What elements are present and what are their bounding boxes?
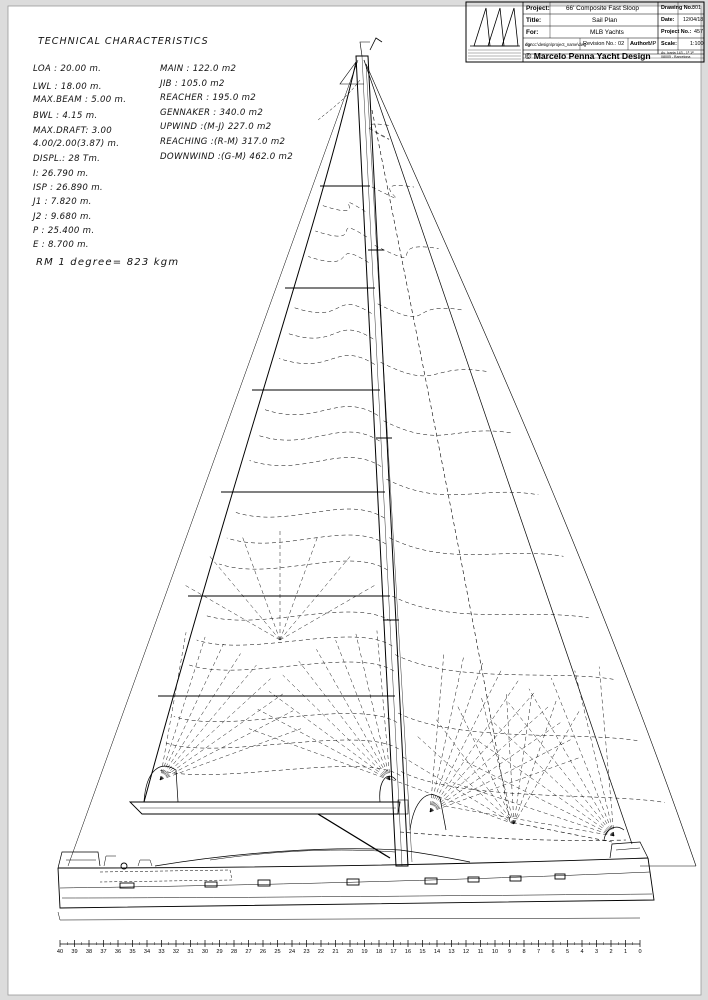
scale-tick-label: 3 [594,949,599,955]
company-address: Av. Icaria 143 - 1º 1ª 08005 - Barcelona [661,51,694,59]
scale-tick-label: 1 [623,949,628,955]
spec-lwl: LWL : 18.00 m. [33,82,102,92]
author-value: MP [648,41,657,47]
scale-tick-label: 24 [288,949,296,955]
revision-label: Revision No.: [583,41,617,47]
scale-tick-label: 20 [346,949,354,955]
scale-tick-label: 28 [230,949,238,955]
drawing-no-value: 001 [692,5,701,11]
revision-value: 02 [618,41,625,47]
scale-label: Scale: [661,41,677,47]
spec-e: E : 8.700 m. [33,240,89,250]
scale-tick-label: 34 [143,949,151,955]
scale-tick-label: 31 [187,949,194,955]
scale-tick-label: 22 [317,949,325,955]
scale-tick-label: 6 [551,949,555,955]
scale-tick-label: 14 [433,949,441,955]
spec-loa: LOA : 20.00 m. [33,64,102,74]
for-label: For: [526,29,539,36]
spec-p: P : 25.400 m. [33,226,95,236]
scale-tick-label: 11 [477,949,484,955]
scale-tick-label: 17 [390,949,397,955]
for-value: MLB Yachts [590,29,624,36]
project-value: 66' Composite Fast Sloop [566,5,639,12]
scale-tick-label: 0 [638,949,642,955]
sail-jib-area: JIB : 105.0 m2 [160,79,225,89]
scale-tick-label: 26 [259,949,267,955]
righting-moment: RM 1 degree= 823 kgm [36,257,180,268]
spec-max-draft: MAX.DRAFT: 3.00 [33,126,113,136]
scale-tick-label: 32 [172,949,180,955]
scale-tick-label: 9 [507,949,512,955]
scale-tick-label: 19 [361,949,368,955]
sail-reaching-area: REACHING :(R-M) 317.0 m2 [160,137,286,147]
project-no-value: 457 [694,29,703,35]
scale-tick-label: 29 [216,949,223,955]
spec-bwl: BWL : 4.15 m. [33,111,98,121]
paper-frame [8,6,704,995]
tech-title: TECHNICAL CHARACTERISTICS [38,36,209,47]
scale-tick-label: 40 [56,949,64,955]
spec-isp: ISP : 26.890 m. [33,183,103,193]
scale-tick-label: 38 [85,949,93,955]
scale-tick-label: 10 [491,949,499,955]
date-value: 12/04/18 [683,17,704,23]
spec-max-beam: MAX.BEAM : 5.00 m. [33,95,127,105]
scale-tick-label: 39 [71,949,78,955]
project-label: Project: [526,5,550,12]
spec-j1: J1 : 7.820 m. [33,197,92,207]
scale-tick-label: 16 [404,949,412,955]
scale-bar [60,940,640,947]
scale-tick-label: 7 [536,949,541,955]
spec-draft-range: 4.00/2.00(3.87) m. [33,139,120,149]
scale-tick-label: 13 [448,949,455,955]
spec-j2: J2 : 9.680 m. [33,212,92,222]
sail-main-area: MAIN : 122.0 m2 [160,64,237,74]
scale-tick-label: 27 [245,949,252,955]
company-name: © Marcelo Penna Yacht Design [525,51,651,61]
date-label: Date: [661,17,675,23]
project-no-label: Project No.: [661,29,692,35]
scale-value: 1:100 [690,41,704,47]
sail-reacher-area: REACHER : 195.0 m2 [160,93,257,103]
spec-i: I: 26.790 m. [33,169,89,179]
scale-tick-label: 18 [375,949,383,955]
scale-tick-label: 25 [274,949,281,955]
scale-tick-label: 36 [114,949,122,955]
drawing-no-label: Drawing No.: [661,5,695,11]
scale-tick-label: 8 [522,949,526,955]
scale-tick-label: 15 [419,949,426,955]
scale-tick-label: 4 [580,949,584,955]
scale-tick-label: 5 [565,949,570,955]
title-label: Title: [526,17,542,24]
dgn-path: dgn:c:\design\project_name\dwg [525,42,587,47]
scale-tick-label: 37 [100,949,107,955]
scale-tick-label: 30 [201,949,209,955]
title-value: Sail Plan [592,17,618,24]
sail-upwind-area: UPWIND :(M-J) 227.0 m2 [160,122,272,132]
author-label: Author: [630,41,651,47]
scale-tick-label: 23 [303,949,310,955]
spec-displacement: DISPL.: 28 Tm. [33,154,101,164]
scale-tick-label: 33 [158,949,165,955]
sail-gennaker-area: GENNAKER : 340.0 m2 [160,108,264,118]
scale-tick-label: 21 [332,949,339,955]
scale-tick-label: 12 [462,949,470,955]
scale-tick-label: 35 [129,949,136,955]
sail-downwind-area: DOWNWIND :(G-M) 462.0 m2 [160,152,293,162]
scale-tick-label: 2 [609,949,613,955]
